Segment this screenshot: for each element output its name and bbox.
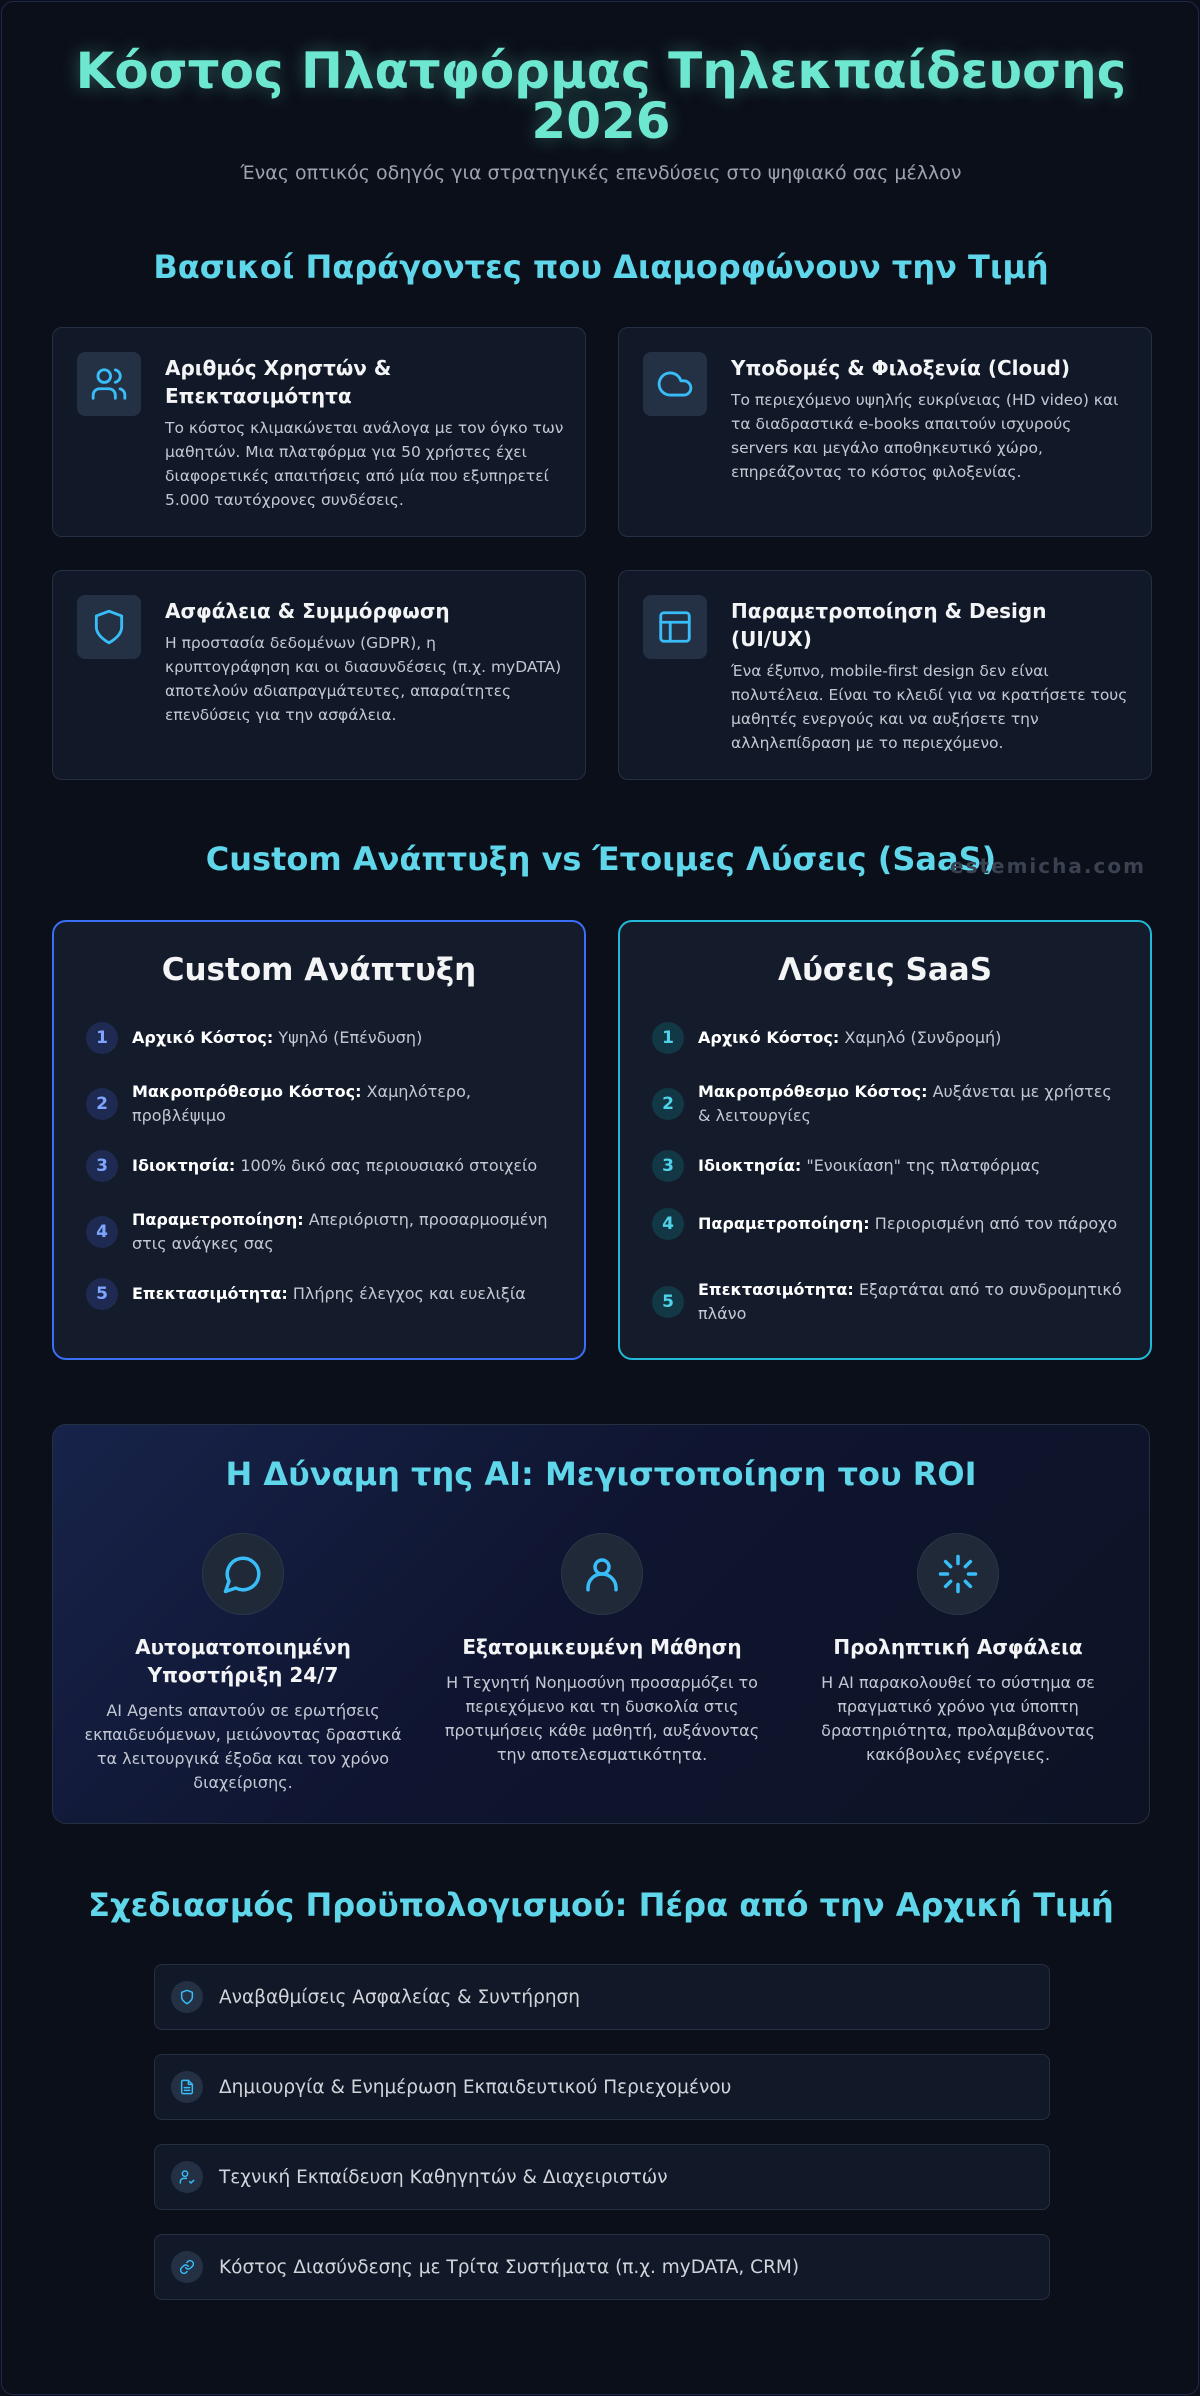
users-icon <box>77 352 141 416</box>
page-title-line-1: Κόστος Πλατφόρμας Τηλεκπαίδευσης <box>75 42 1127 100</box>
factor-card-design <box>618 570 1152 780</box>
factor-description: Ένα έξυπνο, mobile-first design δεν είναι πολυτέλεια. Είναι το κλειδί για να κρατήσετε τους μαθητές ενεργούς και να αυξήσετε την αλληλεπίδραση με το περιεχόμενο. <box>731 662 1128 752</box>
item-number: 4 <box>652 1208 684 1240</box>
budget-item-label: Κόστος Διασύνδεσης με Τρίτα Συστήματα (π.χ. myDATA, CRM) <box>219 2256 800 2278</box>
factor-title: Αριθμός Χρηστών & Επεκτασιμότητα <box>165 356 392 408</box>
item-text <box>698 1154 1040 1178</box>
document-icon <box>171 2071 203 2103</box>
item-value: Πλήρης έλεγχος και ευελιξία <box>292 1284 526 1303</box>
budget-item <box>154 2144 1050 2210</box>
custom-item <box>86 1150 556 1182</box>
item-value: Αυξάνεται με χρήστες & λειτουργίες <box>698 1082 1112 1125</box>
item-value: 100% δικό σας περιουσιακό στοιχείο <box>240 1156 538 1175</box>
factor-card-users <box>52 327 586 537</box>
budget-item <box>154 1964 1050 2030</box>
ai-feature-personalized <box>437 1533 767 1767</box>
custom-item <box>86 1278 556 1310</box>
spinner-icon <box>917 1533 999 1615</box>
ai-feature-support <box>78 1533 408 1795</box>
item-text <box>132 1208 556 1256</box>
custom-item <box>86 1208 556 1256</box>
cloud-icon <box>643 352 707 416</box>
budget-item-label: Αναβαθμίσεις Ασφαλείας & Συντήρηση <box>219 1986 580 2008</box>
watermark-text: estemicha.com <box>950 854 1146 878</box>
item-number: 2 <box>86 1088 118 1120</box>
item-value: Χαμηλό (Συνδρομή) <box>844 1028 1002 1047</box>
factor-description: Η προστασία δεδομένων (GDPR), η κρυπτογράφηση και οι διασυνδέσεις (π.χ. myDATA) αποτελούν αδιαπραγμάτευτες, απαραίτητες επενδύσεις για την ασφάλεια. <box>165 634 562 724</box>
shield-icon <box>77 595 141 659</box>
custom-card-title: Custom Ανάπτυξη <box>161 952 477 988</box>
item-label: Επεκτασιμότητα: <box>698 1280 854 1299</box>
item-label: Αρχικό Κόστος: <box>698 1028 840 1047</box>
ai-feature-title: Εξατομικευμένη Μάθηση <box>462 1635 742 1659</box>
factor-card-security <box>52 570 586 780</box>
item-label: Ιδιοκτησία: <box>698 1156 802 1175</box>
saas-card-title: Λύσεις SaaS <box>777 952 993 988</box>
item-value: "Ενοικίαση" της πλατφόρμας <box>806 1156 1041 1175</box>
ai-heading: Η Δύναμη της AI: Μεγιστοποίηση του ROI <box>225 1455 977 1493</box>
item-number: 5 <box>652 1286 684 1318</box>
ai-feature-description: Η AI παρακολουθεί το σύστημα σε πραγματικό χρόνο για ύποπτη δραστηριότητα, προλαμβάνοντας κακόβουλες ενέργειες. <box>821 1673 1095 1764</box>
factor-title: Ασφάλεια & Συμμόρφωση <box>165 599 450 623</box>
item-value: Χαμηλότερο, προβλέψιμο <box>132 1082 471 1125</box>
ai-feature-description: AI Agents απαντούν σε ερωτήσεις εκπαιδευόμενων, μειώνοντας δραστικά τα λειτουργικά έξοδα και τον χρόνο διαχείρισης. <box>84 1701 402 1792</box>
item-text <box>132 1026 422 1050</box>
item-label: Παραμετροποίηση: <box>132 1210 304 1229</box>
item-label: Μακροπρόθεσμο Κόστος: <box>132 1082 362 1101</box>
item-label: Μακροπρόθεσμο Κόστος: <box>698 1082 928 1101</box>
item-text <box>698 1026 1001 1050</box>
factors-heading: Βασικοί Παράγοντες που Διαμορφώνουν την Τιμή <box>153 248 1049 286</box>
ai-feature-title: Προληπτική Ασφάλεια <box>833 1635 1083 1659</box>
item-text <box>132 1080 556 1128</box>
saas-item <box>652 1080 1122 1128</box>
item-text <box>698 1080 1122 1128</box>
budget-item <box>154 2054 1050 2120</box>
item-number: 2 <box>652 1088 684 1120</box>
item-number: 3 <box>86 1150 118 1182</box>
saas-item <box>652 1150 1122 1182</box>
item-number: 1 <box>86 1022 118 1054</box>
item-label: Επεκτασιμότητα: <box>132 1284 288 1303</box>
item-number: 1 <box>652 1022 684 1054</box>
ai-feature-security <box>793 1533 1123 1767</box>
item-text <box>132 1154 537 1178</box>
saas-item <box>652 1022 1122 1054</box>
budget-item-label: Τεχνική Εκπαίδευση Καθηγητών & Διαχειριστών <box>219 2166 668 2188</box>
page-subtitle: Ένας οπτικός οδηγός για στρατηγικές επενδύσεις στο ψηφιακό σας μέλλον <box>240 162 962 184</box>
item-text <box>698 1278 1122 1326</box>
item-text <box>698 1212 1117 1236</box>
saas-item <box>652 1278 1122 1326</box>
item-label: Παραμετροποίηση: <box>698 1214 870 1233</box>
ai-roi-panel <box>52 1424 1150 1824</box>
item-text <box>132 1282 526 1306</box>
saas-item <box>652 1208 1122 1240</box>
saas-solutions-card <box>618 920 1152 1360</box>
page-title-line-2: 2026 <box>531 92 671 150</box>
item-label: Αρχικό Κόστος: <box>132 1028 274 1047</box>
item-value: Υψηλό (Επένδυση) <box>278 1028 423 1047</box>
factor-description: Το κόστος κλιμακώνεται ανάλογα με τον όγκο των μαθητών. Μια πλατφόρμα για 50 χρήστες έχει διαφορετικές απαιτήσεις από μία που εξυπηρετεί 5.000 ταυτόχρονες συνδέσεις. <box>165 419 564 509</box>
budget-heading: Σχεδιασμός Προϋπολογισμού: Πέρα από την Αρχική Τιμή <box>88 1886 1114 1924</box>
item-number: 5 <box>86 1278 118 1310</box>
item-value: Περιορισμένη από τον πάροχο <box>874 1214 1118 1233</box>
factor-description: Το περιεχόμενο υψηλής ευκρίνειας (HD video) και τα διαδραστικά e-books απαιτούν ισχυρούς servers και μεγάλο αποθηκευτικό χώρο, επηρεάζοντας το κόστος φιλοξενίας. <box>731 391 1119 481</box>
custom-development-card <box>52 920 586 1360</box>
item-value: Απεριόριστη, προσαρμοσμένη στις ανάγκες σας <box>132 1210 548 1253</box>
item-label: Ιδιοκτησία: <box>132 1156 236 1175</box>
page-title <box>2 42 1200 150</box>
item-value: Εξαρτάται από το συνδρομητικό πλάνο <box>698 1280 1122 1323</box>
user-check-icon <box>171 2161 203 2193</box>
budget-item-label: Δημιουργία & Ενημέρωση Εκπαιδευτικού Περιεχομένου <box>219 2076 732 2098</box>
item-number: 4 <box>86 1216 118 1248</box>
budget-item <box>154 2234 1050 2300</box>
link-icon <box>171 2251 203 2283</box>
ai-feature-title: Αυτοματοποιημένη Υποστήριξη 24/7 <box>135 1635 351 1687</box>
factor-title: Παραμετροποίηση & Design (UI/UX) <box>731 599 1047 651</box>
ai-feature-description: Η Τεχνητή Νοημοσύνη προσαρμόζει το περιεχόμενο και τη δυσκολία στις προτιμήσεις κάθε μαθητή, αυξάνοντας την αποτελεσματικότητα. <box>444 1673 760 1764</box>
factor-title: Υποδομές & Φιλοξενία (Cloud) <box>731 356 1070 380</box>
custom-item <box>86 1080 556 1128</box>
custom-item <box>86 1022 556 1054</box>
layout-icon <box>643 595 707 659</box>
infographic-page <box>1 1 1199 2395</box>
user-icon <box>561 1533 643 1615</box>
item-number: 3 <box>652 1150 684 1182</box>
comparison-heading: Custom Ανάπτυξη vs Έτοιμες Λύσεις (SaaS) <box>205 840 997 878</box>
factor-card-cloud <box>618 327 1152 537</box>
shield-icon <box>171 1981 203 2013</box>
chat-bubble-icon <box>202 1533 284 1615</box>
